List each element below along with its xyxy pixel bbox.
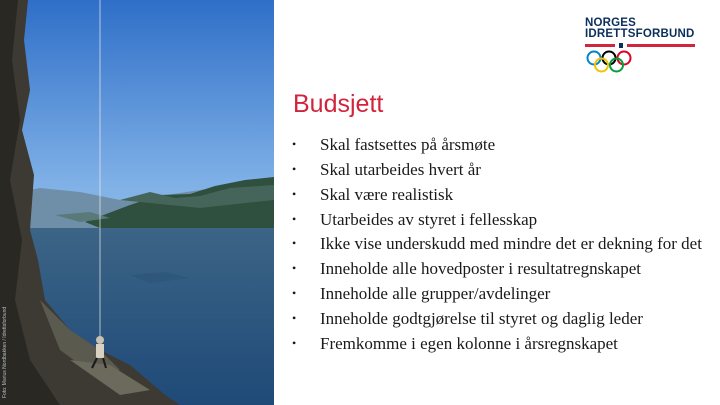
bullet-icon: • [292,285,297,300]
bullet-icon: • [292,212,297,226]
bullet-text: Skal være realistisk [320,185,454,204]
bullet-icon: • [292,260,297,275]
logo-text-line2: IDRETTSFORBUND [585,28,695,40]
bullet-item [292,182,712,207]
bullet-item [292,157,712,182]
bullet-item [292,207,712,232]
slide-title: Budsjett [293,90,384,118]
norwegian-flag-stripe [585,42,695,49]
bullet-icon: • [292,137,297,151]
bullet-text: Inneholde godtgjørelse til styret og daglig leder [320,308,643,328]
logo-text-line1: NORGES [585,17,637,29]
bullet-text: Skal utarbeides hvert år [320,160,481,179]
bullet-text: Utarbeides av styret i fellesskap [320,210,538,229]
bullet-item [292,232,712,256]
bullet-item [292,132,712,157]
bullet-item [292,331,712,356]
bullet-item [292,256,712,281]
bullet-icon: • [292,310,297,325]
bullet-list [292,132,712,356]
norges-idrettsforbund-logo [585,17,705,77]
bullet-text: Skal fastsettes på årsmøte [320,135,496,154]
bullet-icon: • [292,162,297,176]
bullet-icon: • [292,236,297,250]
bullet-text: Fremkomme i egen kolonne i årsregnskapet [320,333,618,353]
bullet-text: Ikke vise underskudd med mindre det er dekning for det [320,234,702,253]
hero-photo [0,0,274,405]
bullet-item [292,306,712,331]
olympic-rings-icon [585,50,637,74]
bullet-text: Inneholde alle hovedposter i resultatregnskapet [320,258,641,278]
bullet-icon: • [292,335,297,350]
photo-credit: Foto: Marius Nordbakken / Idrettsforbund [2,306,8,398]
bullet-text: Inneholde alle grupper/avdelinger [320,283,551,303]
bullet-icon: • [292,187,297,201]
bullet-item [292,281,712,306]
